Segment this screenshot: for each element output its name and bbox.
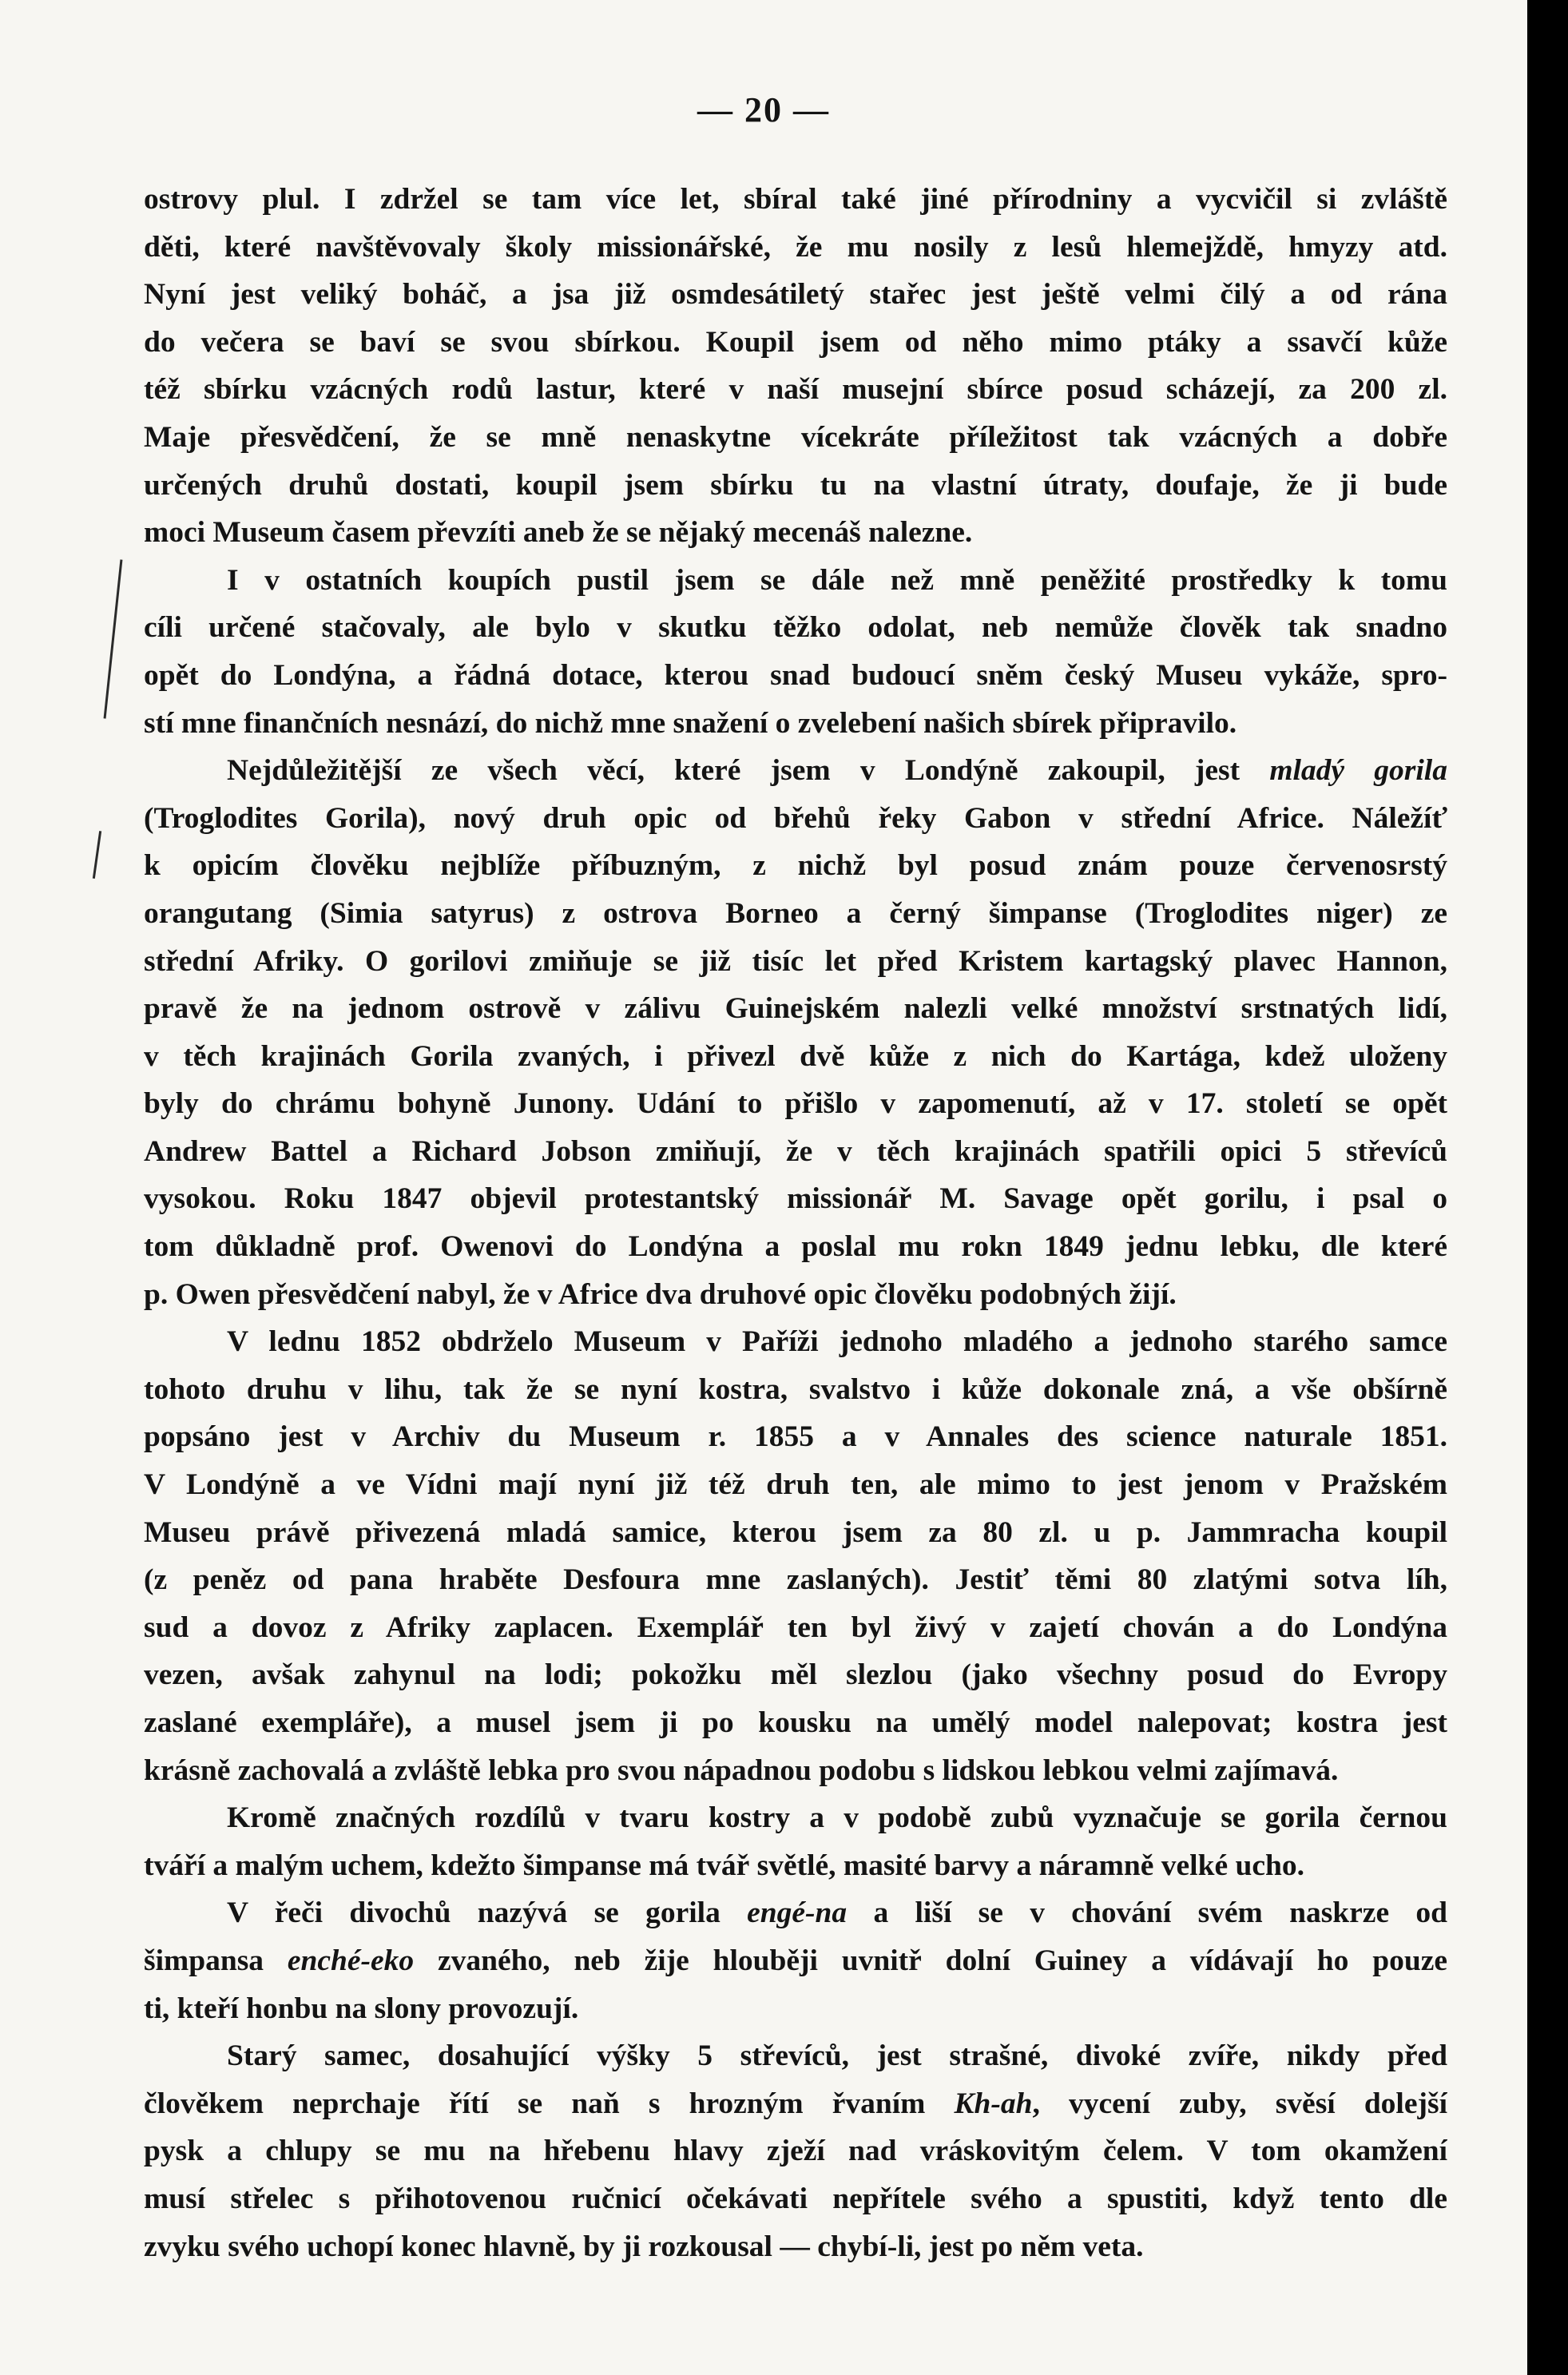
text-line: určených druhů dostati, koupil jsem sbírku tu na vlastní útraty, doufaje, že ji bude [144, 468, 1447, 502]
text-line: krásně zachovalá a zvláště lebka pro svou nápadnou podobu s lidskou lebkou velmi zajímavá. [144, 1753, 1339, 1787]
text-line: orangutang (Simia satyrus) z ostrova Borneo a černý šimpanse (Troglodites niger) ze [144, 896, 1447, 930]
text-line: Nyní jest veliký boháč, a jsa již osmdesátiletý stařec jest ještě velmi čilý a od rána [144, 278, 1447, 312]
paragraph [144, 2032, 1447, 2270]
text-line: v těch krajinách Gorila zvaných, i přivezl dvě kůže z nich do Kartága, kdež uloženy [144, 1039, 1447, 1073]
text-line: cíli určené stačovaly, ale bylo v skutku těžko odolat, neb nemůže člověk tak snadno [144, 611, 1447, 645]
text-line: Starý samec, dosahující výšky 5 střevíců, jest strašné, divoké zvíře, nikdy před [227, 2039, 1447, 2073]
text-line: moci Museum časem převzíti aneb že se nějaký mecenáš nalezne. [144, 516, 973, 550]
text-line: stí mne finančních nesnází, do nichž mne snažení o zvelebení našich sbírek připravilo. [144, 706, 1237, 740]
paragraph [144, 176, 1447, 557]
text-line: Andrew Battel a Richard Jobson zmiňují, že v těch krajinách spatřili opici 5 střevíců [144, 1134, 1447, 1168]
paragraph [144, 1794, 1447, 1889]
text-line: též sbírku vzácných rodů lastur, které v naší musejní sbírce posud scházejí, za 200 zl. [144, 373, 1447, 407]
text-line: pysk a chlupy se mu na hřebenu hlavy zježí nad vráskovitým čelem. V tom okamžení [144, 2135, 1447, 2168]
paragraph [144, 557, 1447, 747]
scan-border [1527, 0, 1568, 2375]
text-line: V řeči divochů nazývá se gorila engé-na a liší se v chování svém naskrze od [227, 1896, 1447, 1930]
text-line: (Troglodites Gorila), nový druh opic od břehů řeky Gabon v střední Africe. Náležíť [144, 801, 1447, 835]
text-line: vysokou. Roku 1847 objevil protestantský missionář M. Savage opět gorilu, i psal o [144, 1182, 1447, 1216]
text-line: děti, které navštěvovaly školy missionářské, že mu nosily z lesů hlemejždě, hmyzy atd. [144, 230, 1447, 264]
page-number: — 20 — [697, 90, 830, 129]
text-line: tváří a malým uchem, kdežto šimpanse má tvář světlé, masité barvy a náramně velké ucho. [144, 1849, 1304, 1882]
text-line: opět do Londýna, a řádná dotace, kterou snad budoucí sněm český Museu vykáže, spro- [144, 658, 1447, 692]
text-line: zaslané exempláře), a musel jsem ji po kousku na umělý model nalepovat; kostra jest [144, 1706, 1447, 1739]
paragraph [144, 1889, 1447, 2032]
text-line: vezen, avšak zahynul na lodi; pokožku měl slezlou (jako všechny posud do Evropy [144, 1658, 1447, 1692]
paragraph [144, 1318, 1447, 1794]
text-line: člověkem neprchaje řítí se naň s hrozným řvaním Kh-ah, vycení zuby, svěsí dolejší [144, 2087, 1447, 2120]
text-line: byly do chrámu bohyně Junony. Udání to přišlo v zapomenutí, až v 17. století se opět [144, 1087, 1447, 1121]
text-line: Nejdůležitější ze všech věcí, které jsem v Londýně zakoupil, jest mladý gorila [227, 754, 1447, 788]
text-line: V Londýně a ve Vídni mají nyní již též druh ten, ale mimo to jest jenom v Pražském [144, 1468, 1447, 1502]
text-line: sud a dovoz z Afriky zaplacen. Exemplář ten byl živý v zajetí chován a do Londýna [144, 1610, 1447, 1644]
margin-pencil-mark [93, 831, 101, 879]
text-line: pravě že na jednom ostrově v zálivu Guinejském nalezli velké množství srstnatých lidí, [144, 992, 1447, 1026]
text-line: V lednu 1852 obdrželo Museum v Paříži jednoho mladého a jednoho starého samce [227, 1325, 1447, 1359]
text-line: p. Owen přesvědčení nabyl, že v Africe dva druhové opic člověku podobných žijí. [144, 1277, 1177, 1311]
paragraph [144, 747, 1447, 1318]
text-line: střední Afriky. O gorilovi zmiňuje se již tisíc let před Kristem kartagský plavec Hannon, [144, 944, 1447, 978]
text-line: Museu právě přivezená mladá samice, kterou jsem za 80 zl. u p. Jammracha koupil [144, 1515, 1447, 1549]
text-line: Kromě značných rozdílů v tvaru kostry a v podobě zubů vyznačuje se gorila černou [227, 1801, 1447, 1835]
body-text [144, 176, 1447, 2270]
text-line: ti, kteří honbu na slony provozují. [144, 1992, 579, 2025]
text-line: zvyku svého uchopí konec hlavně, by ji rozkousal — chybí-li, jest po něm veta. [144, 2230, 1144, 2263]
text-line: musí střelec s přihotovenou ručnicí očekávati nepřítele svého a spustiti, když tento dle [144, 2182, 1447, 2215]
text-line: šimpansa enché-eko zvaného, neb žije hlouběji uvnitř dolní Guiney a vídávají ho pouze [144, 1944, 1447, 1977]
text-line: tohoto druhu v lihu, tak že se nyní kostra, svalstvo i kůže dokonale zná, a vše obšírně [144, 1372, 1447, 1406]
text-line: do večera se baví se svou sbírkou. Koupil jsem od něho mimo ptáky a ssavčí kůže [144, 325, 1447, 359]
text-line: ostrovy plul. I zdržel se tam více let, sbíral také jiné přírodniny a vycvičil si zvláště [144, 183, 1447, 216]
text-line: I v ostatních koupích pustil jsem se dále než mně peněžité prostředky k tomu [227, 563, 1447, 597]
text-line: popsáno jest v Archiv du Museum r. 1855 a v Annales des science naturale 1851. [144, 1420, 1447, 1454]
text-line: Maje přesvědčení, že se mně nenaskytne vícekráte příležitost tak vzácných a dobře [144, 420, 1447, 454]
text-line: k opicím člověku nejblíže příbuzným, z nichž byl posud znám pouze červenosrstý [144, 849, 1447, 883]
text-line: (z peněz od pana hraběte Desfoura mne zaslaných). Jestiť těmi 80 zlatými sotva líh, [144, 1563, 1447, 1597]
margin-pencil-mark [104, 559, 123, 718]
text-line: tom důkladně prof. Owenovi do Londýna a poslal mu rokn 1849 jednu lebku, dle které [144, 1230, 1447, 1264]
